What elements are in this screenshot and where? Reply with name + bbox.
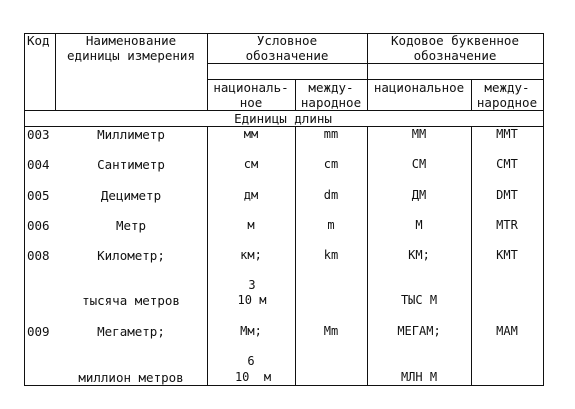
header-name-line1: Наименование [85,33,177,48]
row-symbol-international: cm [323,157,339,171]
row-name: Миллиметр [97,127,165,142]
section-title: Единицы длины [234,111,332,126]
row-name: Сантиметр [97,157,165,172]
row-symbol-national: м [247,218,255,232]
row-code: 006 [27,218,50,233]
row-code-national: МЕГАМ; [397,324,441,338]
row-name: Километр; [97,248,165,263]
row-code-national: ДМ [411,188,427,202]
header-symbol-national-line2: ное [239,95,263,110]
row-name: Дециметр [100,188,162,203]
row-code-international: DMT [496,188,518,202]
row-name: миллион метров [78,370,184,385]
row-symbol-national: км; [240,248,262,262]
header-name-line2: единицы измерения [67,48,195,63]
row-code-national: ТЫС М [400,293,438,307]
header-letter-code-line1: Кодовое буквенное [391,33,519,48]
row-symbol-international: mm [323,127,339,141]
header-letter-code-line2: обозначение [413,48,497,63]
row-code-national: СМ [411,157,427,171]
row-name: Метр [115,218,147,233]
row-symbol-national: дм [243,188,259,202]
header-symbol-international-line2: народное [300,95,362,110]
row-name: тысяча метров [82,293,180,308]
row-symbol-national: мм [243,127,259,141]
row-code: 004 [27,157,50,172]
header-code: Код [27,33,50,48]
row-code-international: CMT [496,157,518,171]
row-code-national: МЛН М [400,370,438,384]
row-code: 005 [27,188,50,203]
header-symbol-line1: Условное [256,33,318,48]
row-code-international: MAM [496,324,518,338]
row-code: 008 [27,248,50,263]
header-symbol-national-line1: националь- [213,80,289,95]
row-code-international: MTR [496,218,518,232]
row-code-national: ММ [411,127,427,141]
header-code-international-line2: народное [476,95,538,110]
header-symbol-line2: обозначение [245,48,329,63]
header-code-international-line1: между- [484,80,530,95]
row-symbol-national: см [243,157,259,171]
row-code: 003 [27,127,50,142]
row-code-international: MMT [496,127,518,141]
row-symbol-national: Мм; [240,324,262,338]
row-symbol-national: 10 м [237,293,267,307]
row-code-international: KMT [496,248,518,262]
row-symbol-international: Mm [323,324,339,338]
row-symbol-international: dm [323,188,339,202]
header-symbol-international-line1: между- [308,80,354,95]
row-symbol-international: m [327,218,335,232]
row-symbol-national: 10 м [234,370,272,384]
row-name: Мегаметр; [97,324,165,339]
row-code-national: М [415,218,423,232]
row-code-national: КМ; [408,248,430,262]
row-symbol-exponent: 6 [247,354,255,368]
header-code-national: национальное [373,80,465,95]
row-symbol-international: km [323,248,339,262]
row-symbol-exponent: 3 [248,278,256,292]
row-code: 009 [27,324,50,339]
